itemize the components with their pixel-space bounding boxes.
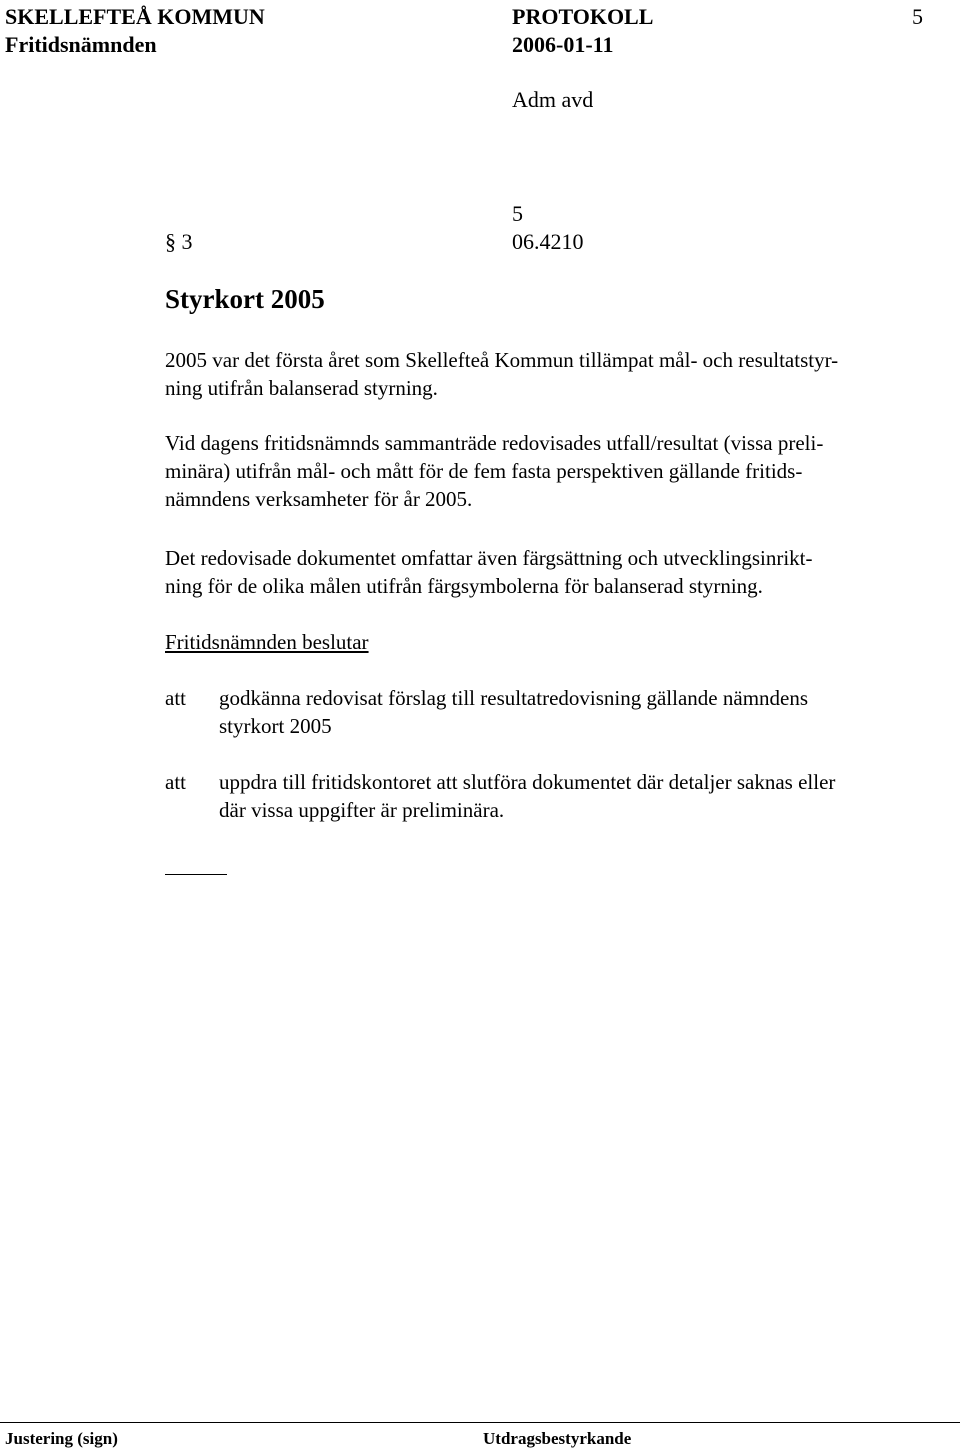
decision-line: uppdra till fritidskontoret att slutföra dokumentet där detaljer saknas eller <box>219 770 836 794</box>
page-title: Styrkort 2005 <box>165 284 325 314</box>
separator-rule <box>165 874 227 875</box>
paragraph-line: nämndens verksamheter för år 2005. <box>165 487 473 511</box>
paragraph-document <box>165 544 955 600</box>
org-name: SKELLEFTEÅ KOMMUN <box>5 4 265 29</box>
department: Adm avd <box>512 87 594 112</box>
decision-heading: Fritidsnämnden beslutar <box>165 630 369 654</box>
page-number: 5 <box>912 4 923 29</box>
paragraph-meeting <box>165 429 955 513</box>
meeting-date: 2006-01-11 <box>512 32 614 57</box>
decision-item <box>219 684 808 740</box>
footer-justering: Justering (sign) <box>5 1429 118 1448</box>
committee-name: Fritidsnämnden <box>5 32 157 57</box>
decision-line: där vissa uppgifter är preliminära. <box>219 798 505 822</box>
decision-keyword: att <box>165 770 186 794</box>
case-number-top: 5 <box>512 201 523 226</box>
paragraph-line: Vid dagens fritidsnämnds sammanträde redovisades utfall/resultat (vissa preli- <box>165 431 824 455</box>
paragraph-line: minära) utifrån mål- och mått för de fem fasta perspektiven gällande fritids- <box>165 459 803 483</box>
footer-divider <box>0 1422 960 1423</box>
footer-utdragsbestyrkande: Utdragsbestyrkande <box>483 1429 632 1448</box>
decision-line: godkänna redovisat förslag till resultatredovisning gällande nämndens <box>219 686 809 710</box>
document-type: PROTOKOLL <box>512 4 654 29</box>
paragraph-line: 2005 var det första året som Skellefteå Kommun tillämpat mål- och resultatstyr- <box>165 348 839 372</box>
decision-line: styrkort 2005 <box>219 714 332 738</box>
paragraph-line: ning utifrån balanserad styrning. <box>165 376 438 400</box>
decision-keyword: att <box>165 686 186 710</box>
paragraph-line: ning för de olika målen utifrån färgsymbolerna för balanserad styrning. <box>165 574 763 598</box>
paragraph-line: Det redovisade dokumentet omfattar även färgsättning och utvecklingsinrikt- <box>165 546 813 570</box>
decision-item <box>219 768 835 824</box>
paragraph-intro <box>165 346 955 402</box>
diary-number: 06.4210 <box>512 229 584 254</box>
paragraph-number: § 3 <box>165 229 193 254</box>
